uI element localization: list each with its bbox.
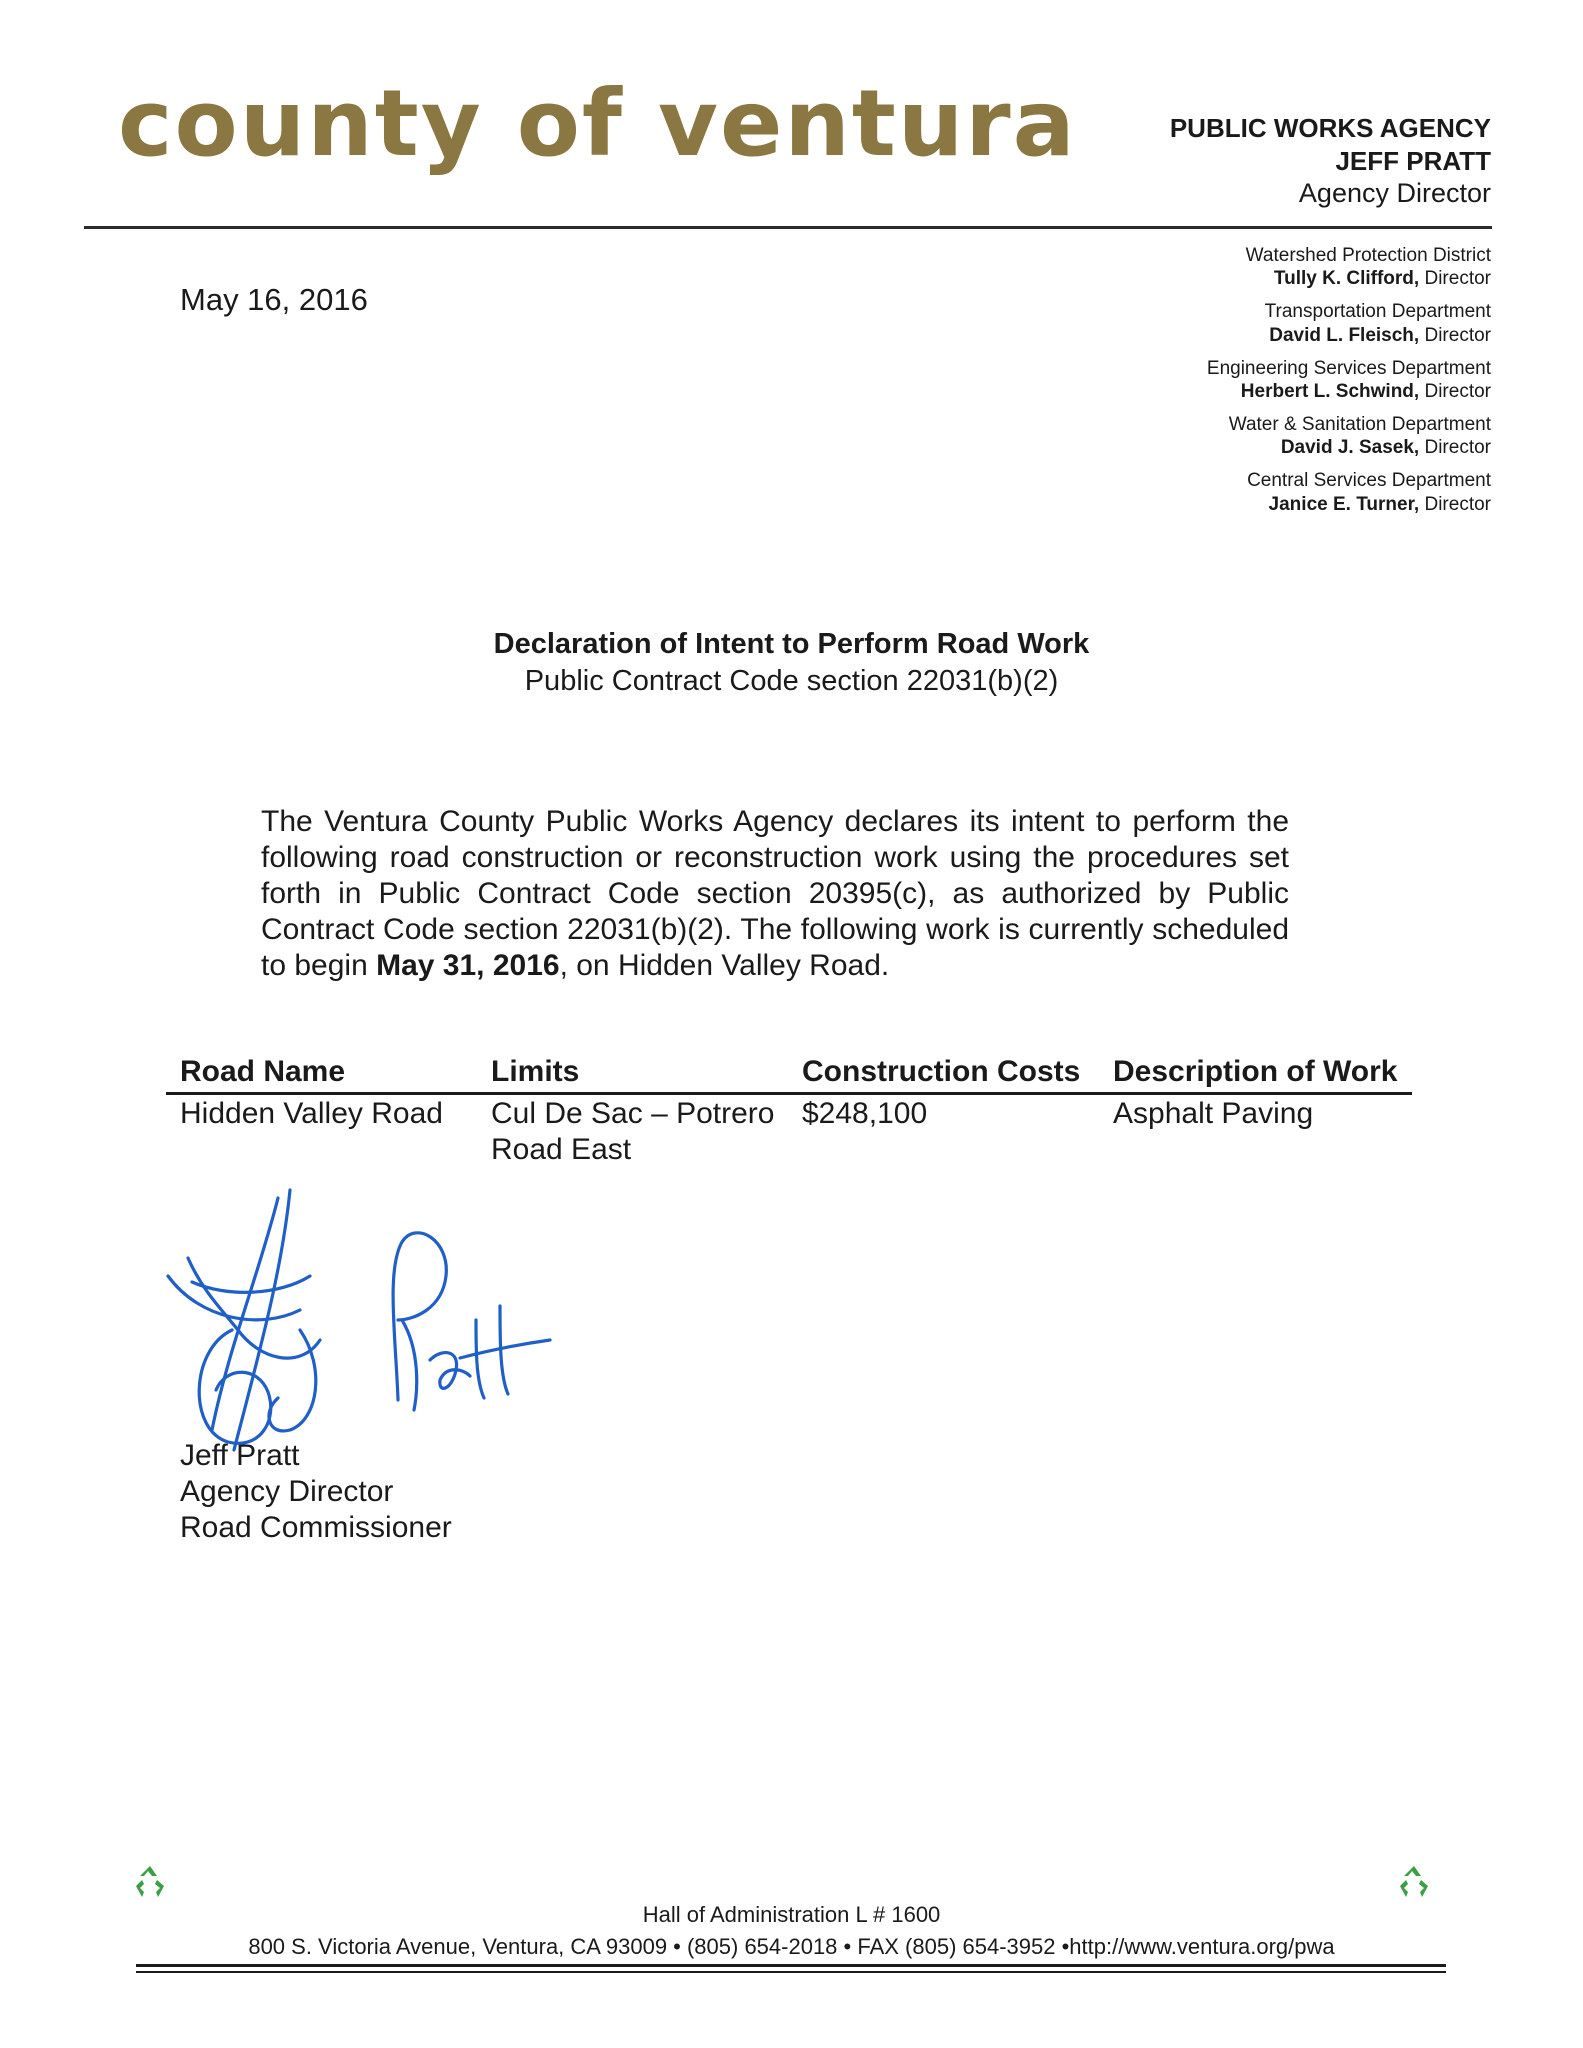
paragraph-text-end: , on Hidden Valley Road. [559, 949, 890, 982]
department-director: Tully K. Clifford, [1273, 268, 1420, 290]
department-entry [1207, 469, 1491, 515]
department-director: David J. Sasek, [1280, 437, 1420, 459]
agency-header [1170, 112, 1491, 211]
signer-title: Agency Director [180, 1475, 394, 1508]
department-name: Engineering Services Department [1206, 357, 1491, 379]
department-name: Watershed Protection District [1245, 245, 1491, 266]
department-director: Herbert L. Schwind, [1240, 380, 1420, 402]
paragraph-text: The Ventura County Public Works Agency declares its intent to perform the following road construction or reconstruction work using the procedures set forth in Public Contract Code section 20395(c), as authorized by Public Contract Code section 22031(b)(2). The following work is currently scheduled to begin [261, 805, 1289, 982]
department-entry [1207, 413, 1491, 459]
county-logo: county of ventura [118, 70, 1077, 177]
department-entry [1207, 357, 1491, 403]
department-role: Director [1419, 268, 1491, 290]
handwritten-signature [150, 1180, 590, 1500]
column-header: Construction Costs [802, 1055, 1081, 1088]
table-cell: $248,100 [802, 1097, 928, 1130]
column-header: Description of Work [1113, 1055, 1398, 1088]
document-subtitle: Public Contract Code section 22031(b)(2) [524, 665, 1059, 697]
department-role: Director [1419, 324, 1491, 346]
director-name: JEFF PRATT [1335, 145, 1491, 176]
department-name: Central Services Department [1247, 470, 1491, 492]
column-header: Limits [491, 1055, 580, 1088]
footer-address: 800 S. Victoria Avenue, Ventura, CA 93009 • (805) 654-2018 • FAX (805) 654-3952 •http://www.ventura.org/pwa [248, 1934, 1335, 1959]
table-cell: Asphalt Paving [1113, 1097, 1314, 1130]
department-role: Director [1419, 437, 1491, 459]
signer-title-2: Road Commissioner [180, 1511, 452, 1544]
header-divider [84, 226, 1492, 229]
start-date: May 31, 2016 [376, 949, 560, 982]
table-cell: Hidden Valley Road [180, 1097, 443, 1130]
letter-date: May 16, 2016 [180, 282, 368, 317]
footer-rule [136, 1964, 1446, 1967]
agency-name: PUBLIC WORKS AGENCY [1169, 113, 1491, 143]
footer-rule [136, 1971, 1446, 1973]
table-row [166, 1095, 1412, 1168]
department-entry [1207, 300, 1491, 346]
road-work-table [166, 1054, 1412, 1168]
declaration-paragraph [261, 804, 1289, 984]
department-entry [1207, 244, 1491, 290]
signer-name: Jeff Pratt [180, 1439, 300, 1472]
department-director: David L. Fleisch, [1269, 324, 1420, 346]
department-director: Janice E. Turner, [1268, 493, 1420, 515]
document-title: Declaration of Intent to Perform Road Work [493, 628, 1090, 660]
table-cell: Cul De Sac – Potrero Road East [491, 1097, 775, 1166]
footer-building: Hall of Administration L # 1600 [642, 1902, 941, 1927]
department-name: Water & Sanitation Department [1228, 414, 1491, 436]
document-heading [0, 628, 1583, 698]
department-name: Transportation Department [1264, 301, 1491, 323]
column-header: Road Name [180, 1055, 346, 1088]
department-role: Director [1419, 493, 1491, 515]
recycle-icon [1394, 1862, 1434, 1902]
table-header-row [166, 1054, 1412, 1090]
department-list [1207, 244, 1491, 526]
department-role: Director [1419, 380, 1491, 402]
recycle-icon [130, 1862, 170, 1902]
director-title: Agency Director [1298, 178, 1491, 208]
